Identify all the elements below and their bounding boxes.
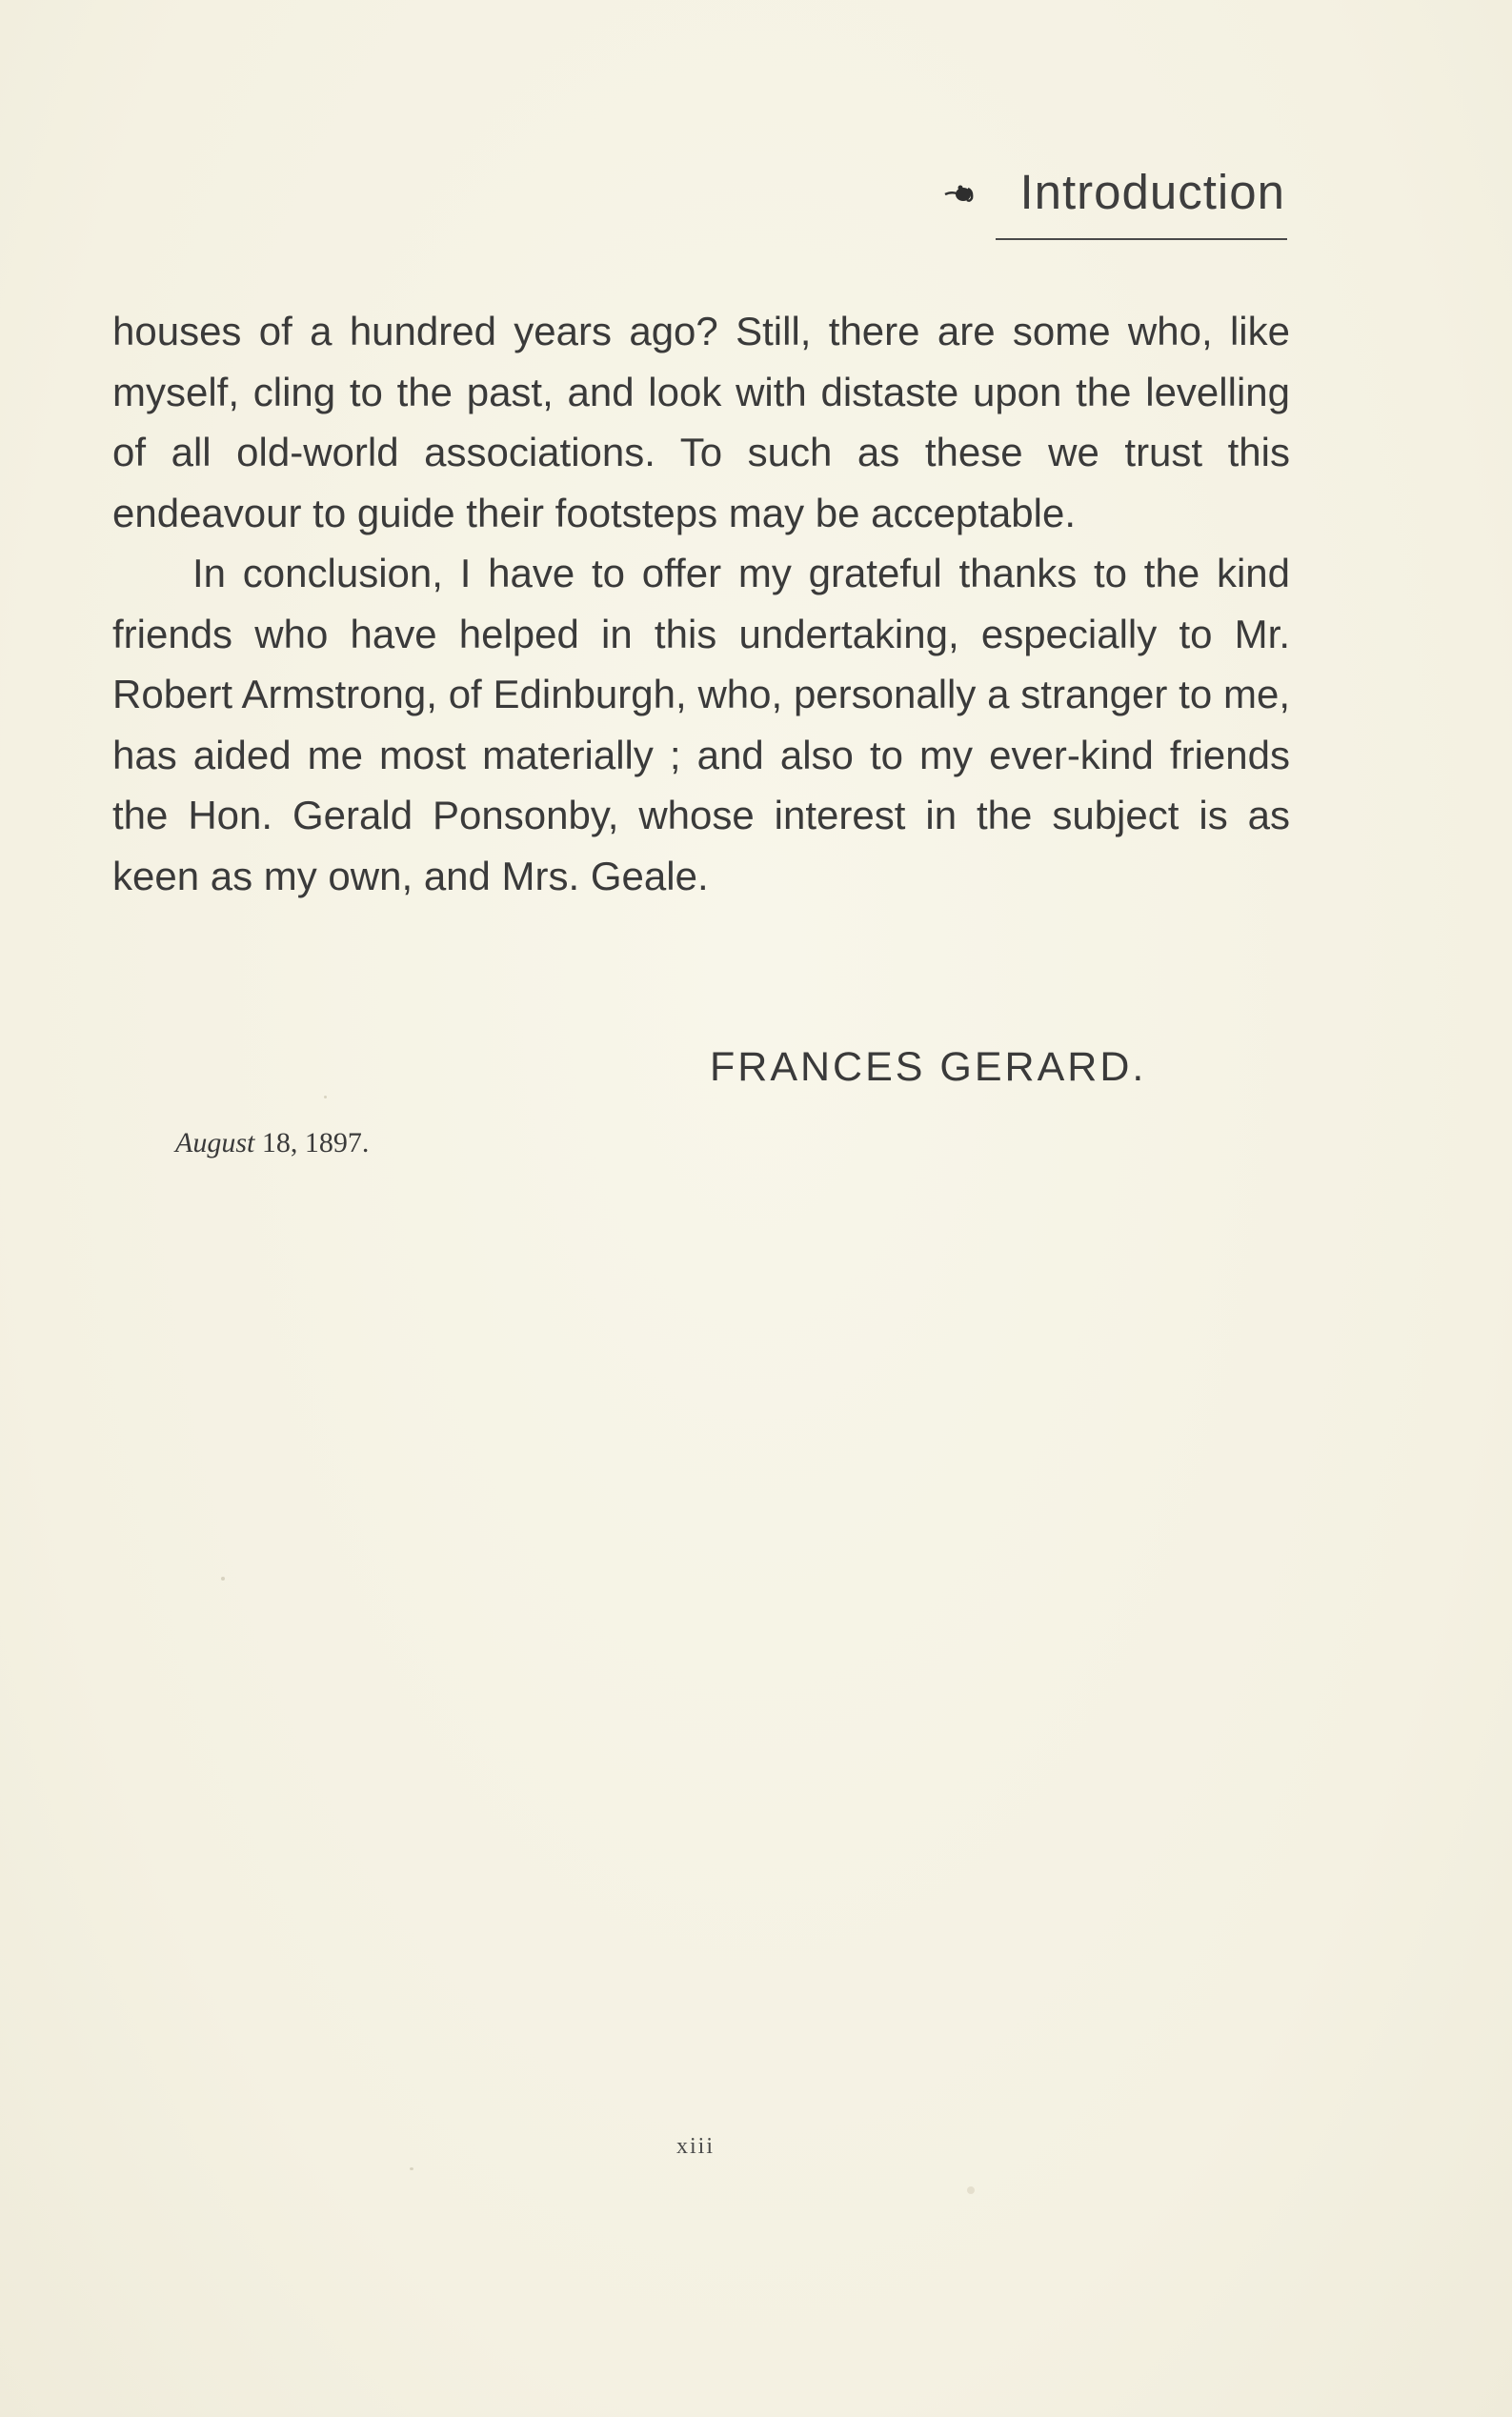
paragraph: houses of a hundred years ago? Still, there are some who, like myself, cling to the past, and look with distaste upon the levelling of all old-world associations. To such as these we trust this endeavour to guide their footsteps may be acceptable.: [112, 309, 1290, 535]
running-head: [943, 164, 1285, 220]
paper-speck: [324, 1096, 327, 1098]
author-signature: FRANCES GERARD.: [710, 1044, 1147, 1090]
paper-speck: [221, 1577, 225, 1581]
hand-pointer-ornament-icon: [943, 179, 976, 206]
body-text: [112, 301, 1290, 906]
paragraph: In conclusion, I have to offer my grateful thanks to the kind friends who have helped in this undertaking, especially to Mr. Robert Armstrong, of Edinburgh, who, personally a stranger to me, has aided me most materially ; and also to my ever-kind friends the Hon. Gerald Ponsonby, whose interest in the subject is as keen as my own, and Mrs. Geale.: [112, 551, 1290, 898]
dateline: [175, 1127, 369, 1159]
running-title: Introduction: [1019, 165, 1285, 219]
dateline-month: August: [175, 1127, 255, 1158]
paper-speck: [967, 2186, 975, 2194]
page-number: xiii: [676, 2134, 716, 2159]
dateline-day-year: 18, 1897.: [254, 1127, 370, 1158]
header-rule: [996, 238, 1287, 240]
paper-speck: [410, 2167, 413, 2170]
